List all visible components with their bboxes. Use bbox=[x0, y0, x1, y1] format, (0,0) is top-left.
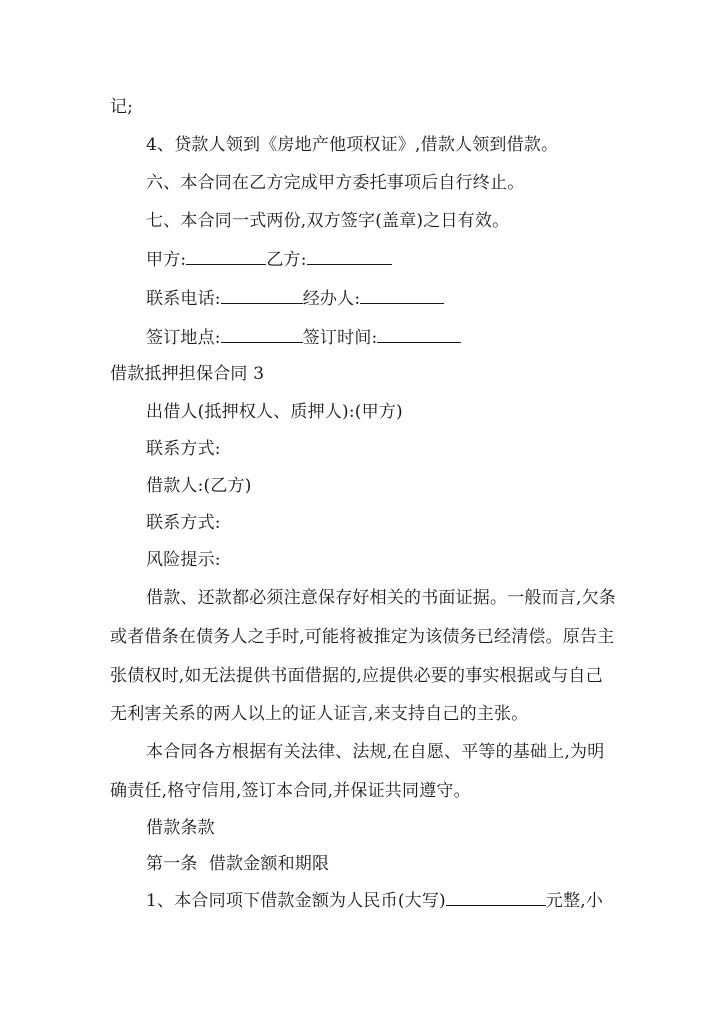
party-a-blank bbox=[186, 248, 266, 265]
place-label: 签订地点: bbox=[146, 328, 221, 348]
place-blank bbox=[221, 326, 303, 343]
amount-blank bbox=[446, 889, 546, 906]
phone-blank bbox=[221, 287, 303, 304]
text-line: 七、本合同一式两份,双方签字(盖章)之日有效。 bbox=[146, 211, 510, 231]
article-title: 第一条 借款金额和期限 bbox=[146, 854, 330, 874]
risk-para-line: 无利害关系的两人以上的证人证言,来支持自己的主张。 bbox=[110, 704, 529, 724]
text-line: 4、贷款人领到《房地产他项权证》,借款人领到借款。 bbox=[146, 135, 559, 155]
risk-para-line: 借款、还款都必须注意保存好相关的书面证据。一般而言,欠条 bbox=[146, 588, 617, 608]
time-blank bbox=[377, 326, 461, 343]
party-b-blank bbox=[307, 248, 392, 265]
item-1-line bbox=[146, 889, 603, 912]
risk-para-line: 或者借条在债务人之手时,可能将被推定为该债务已经清偿。原告主 bbox=[110, 627, 615, 647]
signature-line-place bbox=[146, 326, 461, 349]
agent-label: 经办人: bbox=[302, 289, 361, 309]
signature-line-parties bbox=[146, 248, 392, 271]
item-1-suffix: 元整,小 bbox=[545, 891, 604, 911]
clause-title: 借款条款 bbox=[146, 818, 215, 838]
text-line: 记; bbox=[110, 97, 134, 117]
intro-para-line: 本合同各方根据有关法律、法规,在自愿、平等的基础上,为明 bbox=[146, 742, 605, 762]
agent-blank bbox=[360, 287, 444, 304]
risk-para-line: 张债权时,如无法提供书面借据的,应提供必要的事实根据或与自己 bbox=[110, 666, 603, 686]
borrower-line: 借款人:(乙方) bbox=[146, 476, 252, 496]
time-label: 签订时间: bbox=[302, 328, 378, 348]
borrower-contact-line: 联系方式: bbox=[146, 513, 221, 533]
text-line: 六、本合同在乙方完成甲方委托事项后自行终止。 bbox=[146, 173, 525, 193]
party-b-label: 乙方: bbox=[266, 250, 307, 270]
lender-contact-line: 联系方式: bbox=[146, 439, 221, 459]
lender-line: 出借人(抵押权人、质押人):(甲方) bbox=[146, 402, 403, 422]
intro-para-line: 确责任,格守信用,签订本合同,并保证共同遵守。 bbox=[110, 781, 471, 801]
risk-title: 风险提示: bbox=[146, 550, 221, 570]
section-title: 借款抵押担保合同 3 bbox=[110, 364, 265, 384]
item-1-text: 1、本合同项下借款金额为人民币(大写) bbox=[146, 891, 446, 911]
party-a-label: 甲方: bbox=[146, 250, 187, 270]
phone-label: 联系电话: bbox=[146, 289, 221, 309]
signature-line-contact bbox=[146, 287, 444, 310]
